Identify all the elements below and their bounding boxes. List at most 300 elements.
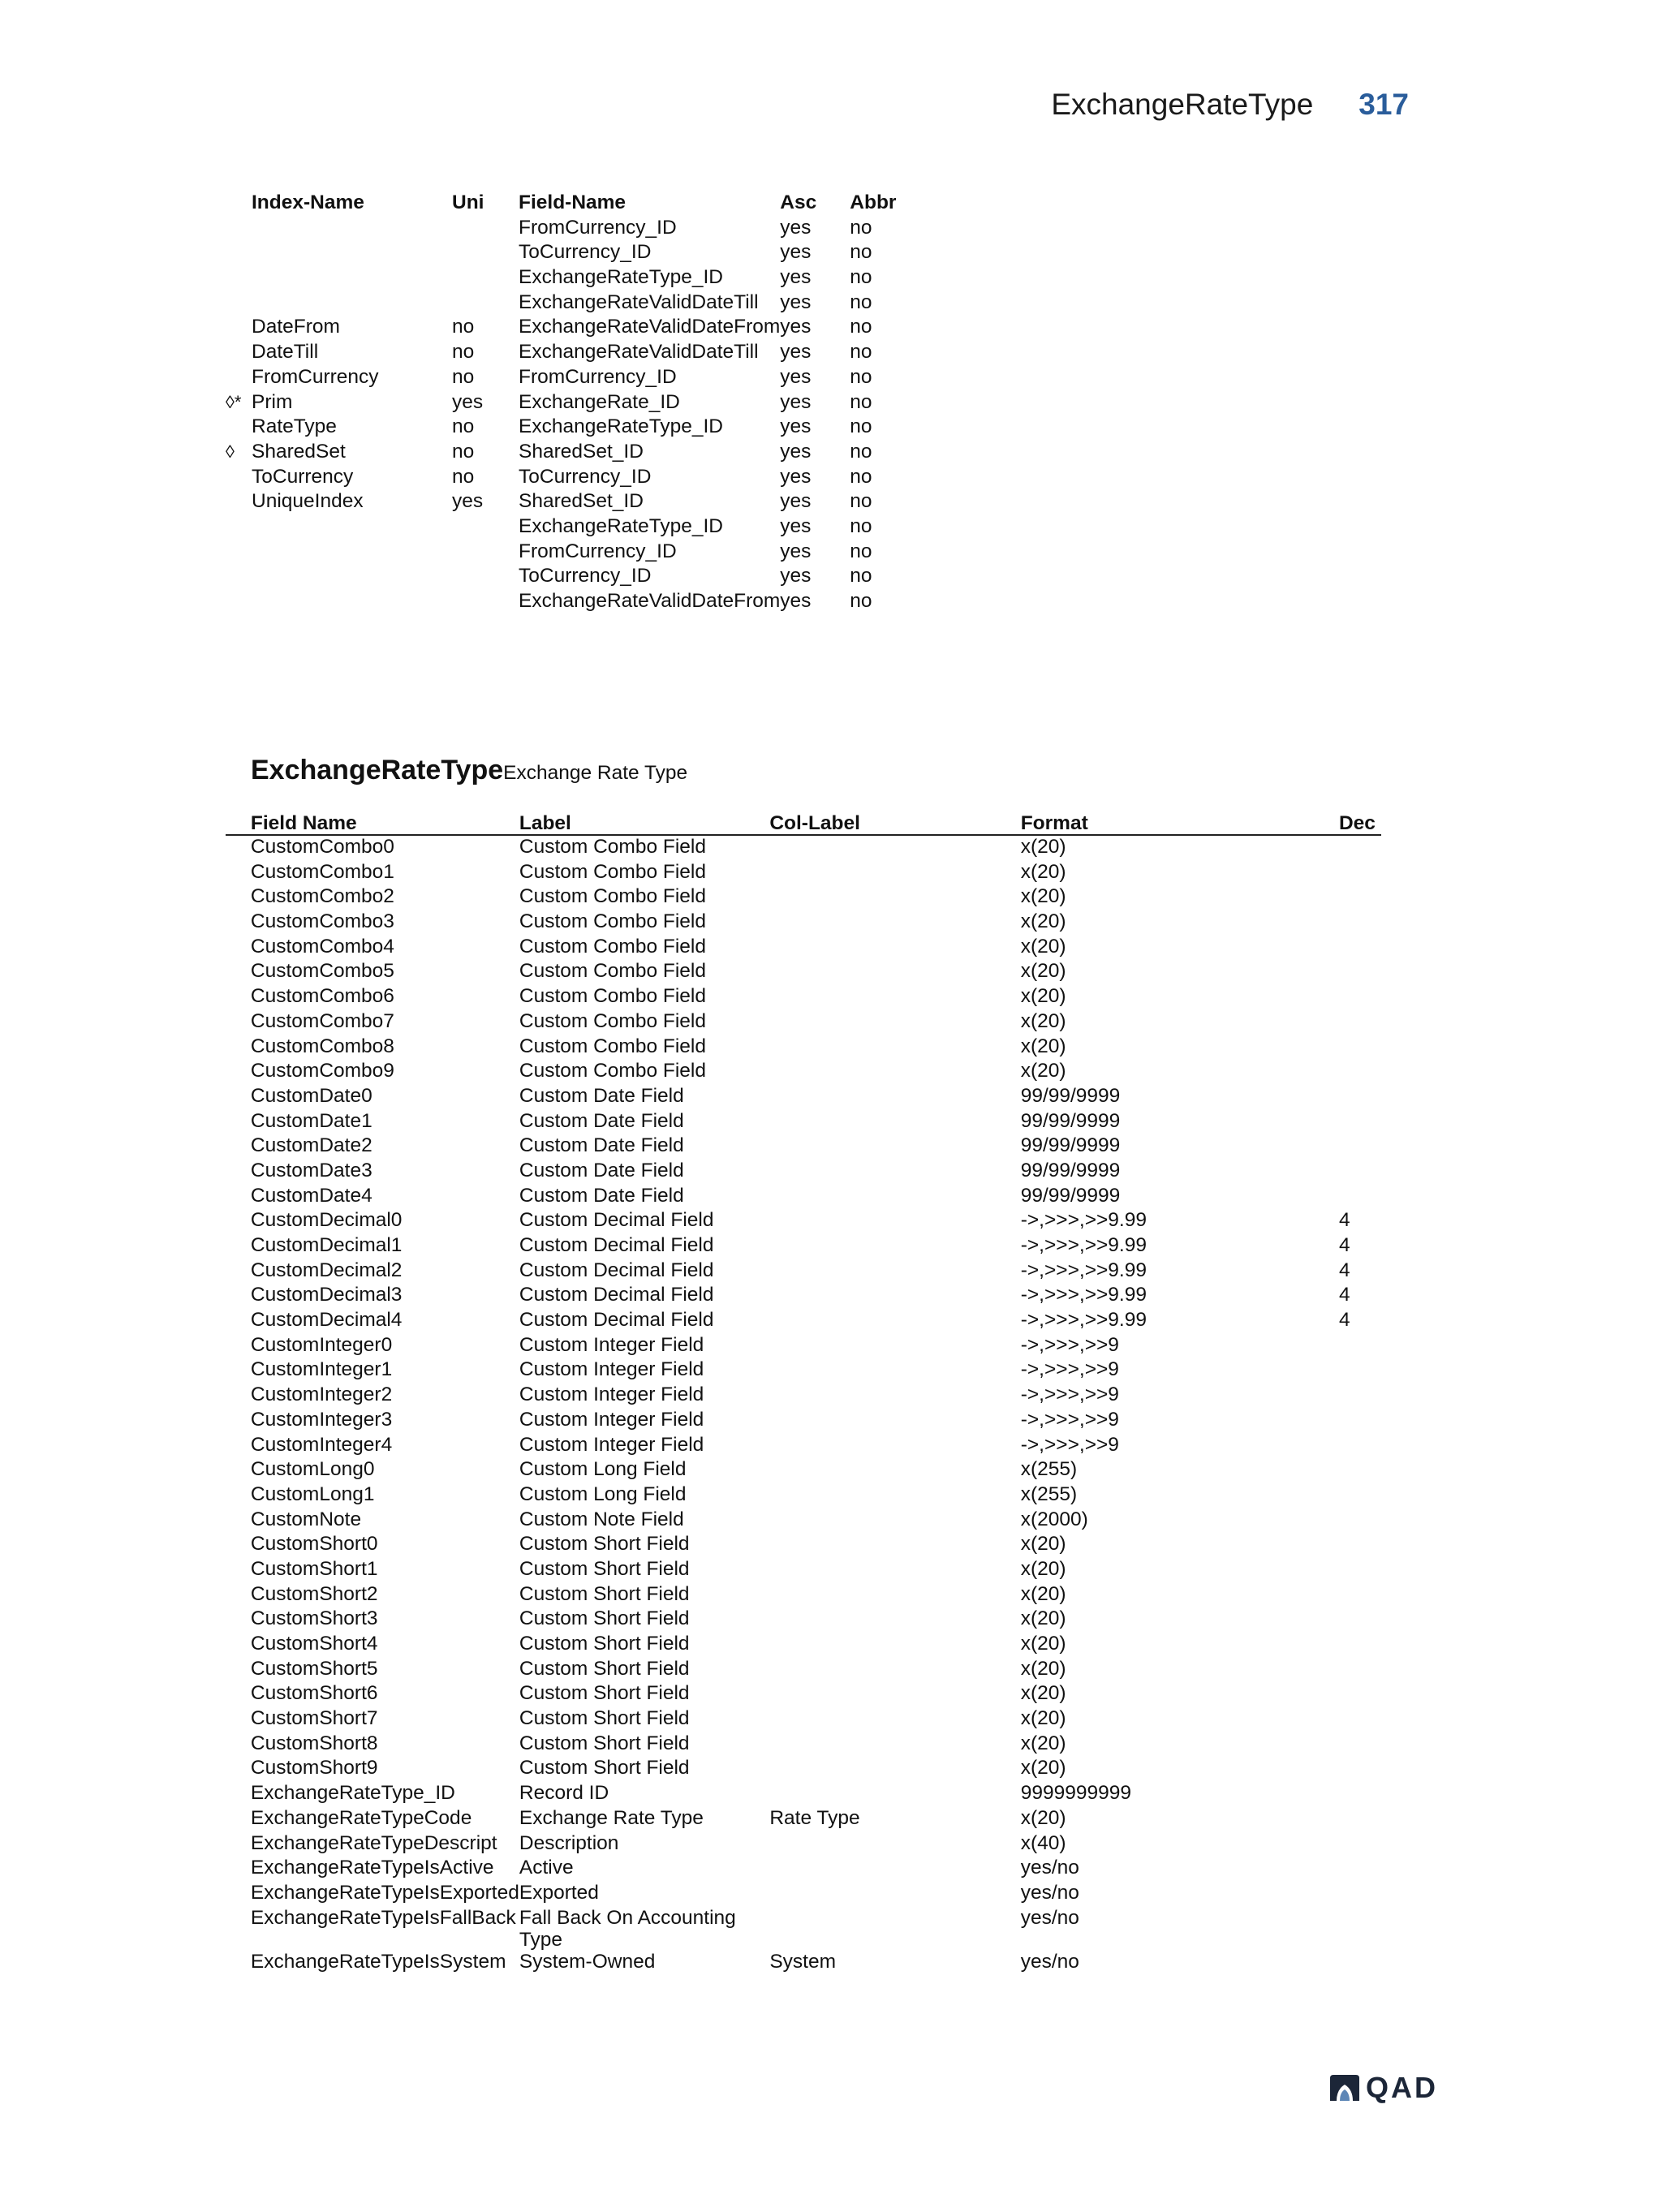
field-row: [226, 1807, 1381, 1832]
label-cell: Custom Date Field: [519, 1134, 684, 1157]
format-cell: 99/99/9999: [1020, 1084, 1121, 1107]
col-label-cell: [769, 1607, 1020, 1633]
field-name-cell: CustomInteger3: [250, 1408, 393, 1431]
row-pad: [226, 1284, 251, 1309]
col-label-cell: [769, 1334, 1020, 1359]
index-row: [226, 291, 915, 316]
label-cell: Custom Combo Field: [519, 1035, 706, 1057]
index-row: [226, 341, 915, 366]
dec-cell: [1339, 885, 1381, 910]
row-pad: [226, 1508, 251, 1534]
asc-cell: yes: [780, 316, 812, 338]
field-row: [226, 960, 1381, 985]
asc-cell: yes: [780, 590, 812, 612]
abbr-cell: no: [850, 440, 872, 463]
dec-cell: [1339, 1533, 1381, 1558]
col-label-cell: [769, 1010, 1020, 1035]
dec-cell: 4: [1338, 1259, 1350, 1281]
index-row: [226, 266, 915, 291]
field-name-cell: ToCurrency_ID: [519, 465, 652, 488]
format-cell: ->,>>>,>>9.99: [1020, 1259, 1147, 1281]
field-name-cell: ToCurrency_ID: [519, 565, 652, 587]
field-name-cell: CustomCombo2: [250, 885, 394, 908]
field-row: [226, 1384, 1381, 1409]
field-name-cell: CustomInteger1: [250, 1358, 393, 1381]
field-name-cell: CustomShort1: [250, 1557, 378, 1580]
field-name-cell: CustomInteger0: [250, 1333, 393, 1356]
dec-cell: [1339, 1907, 1381, 1951]
row-pad: [226, 1857, 251, 1882]
uni-cell: no: [452, 365, 475, 388]
index-marker: [226, 266, 252, 291]
dec-cell: [1339, 1409, 1381, 1434]
field-name-cell: CustomCombo7: [250, 1009, 394, 1032]
col-label-cell: [769, 1134, 1020, 1160]
field-row: [226, 1060, 1381, 1085]
col-label-cell: [769, 1782, 1020, 1807]
label-cell: Custom Combo Field: [519, 1009, 706, 1032]
index-marker: [226, 241, 252, 266]
format-cell: 9999999999: [1020, 1782, 1131, 1805]
col-label-cell: [769, 1434, 1020, 1459]
col-label-cell: [769, 1483, 1020, 1508]
field-name-cell: CustomLong0: [250, 1458, 375, 1481]
col-label-cell: [769, 1384, 1020, 1409]
index-marker: [226, 316, 252, 341]
field-name-cell: CustomShort0: [250, 1533, 378, 1556]
abbr-cell: no: [850, 390, 872, 413]
field-name-cell: ExchangeRateTypeIsSystem: [250, 1950, 506, 1973]
format-cell: ->,>>>,>>9.99: [1020, 1209, 1147, 1232]
index-row: [226, 490, 915, 515]
row-pad: [226, 1732, 251, 1758]
field-name-cell: CustomShort3: [250, 1607, 378, 1630]
dec-cell: [1339, 1757, 1381, 1782]
index-marker: [226, 466, 252, 491]
field-name-cell: ExchangeRateValidDateTill: [519, 341, 759, 364]
field-name-cell: CustomDecimal2: [250, 1259, 403, 1281]
col-label-cell: [769, 1458, 1020, 1483]
format-cell: x(20): [1020, 1757, 1066, 1779]
dec-cell: [1339, 1060, 1381, 1085]
index-row: [226, 217, 915, 242]
field-name-cell: CustomCombo0: [250, 836, 394, 858]
format-cell: ->,>>>,>>9: [1020, 1408, 1119, 1431]
label-cell: Custom Note Field: [519, 1508, 684, 1530]
index-row: [226, 241, 915, 266]
field-name-cell: ExchangeRateTypeIsActive: [250, 1857, 494, 1879]
row-pad: [226, 910, 251, 936]
page-header: [1051, 88, 1409, 122]
index-marker: [226, 540, 252, 566]
index-name-header: Index-Name: [252, 192, 364, 213]
format-cell: x(20): [1020, 1633, 1066, 1655]
label-cell: Custom Combo Field: [519, 836, 706, 858]
dec-cell: [1339, 1882, 1381, 1907]
dec-cell: [1339, 1558, 1381, 1583]
abbr-cell: no: [850, 216, 872, 239]
field-table: [226, 807, 1381, 1975]
uni-cell: [452, 291, 519, 316]
col-label-cell: [769, 1658, 1020, 1683]
field-row: [226, 1508, 1381, 1534]
label-cell: Custom Combo Field: [519, 1060, 706, 1082]
format-cell: x(20): [1020, 1533, 1066, 1556]
col-label-cell: [769, 1857, 1020, 1882]
col-label-cell: [769, 1508, 1020, 1534]
uni-cell: no: [452, 415, 475, 438]
col-label-cell: Rate Type: [769, 1806, 860, 1829]
col-label-cell: [769, 1707, 1020, 1732]
format-cell: yes/no: [1020, 1857, 1079, 1879]
row-pad: [226, 1209, 251, 1234]
uni-cell: [452, 540, 519, 566]
field-row: [226, 1533, 1381, 1558]
format-cell: ->,>>>,>>9.99: [1020, 1234, 1147, 1256]
index-marker: [226, 565, 252, 590]
row-pad: [226, 1832, 251, 1857]
label-cell: Custom Short Field: [519, 1582, 690, 1605]
qad-logo: [1328, 2071, 1438, 2105]
field-row: [226, 1209, 1381, 1234]
row-pad: [226, 1259, 251, 1285]
label-cell: Custom Decimal Field: [519, 1309, 714, 1332]
label-cell: Custom Combo Field: [519, 885, 706, 908]
abbr-cell: no: [850, 241, 872, 264]
row-pad: [226, 1060, 251, 1085]
dec-cell: [1339, 861, 1381, 886]
format-cell: x(255): [1020, 1483, 1078, 1505]
index-name-cell: [252, 515, 452, 540]
asc-cell: yes: [780, 490, 812, 513]
row-pad: [226, 985, 251, 1010]
mark-header: [226, 192, 252, 217]
col-label-cell: [769, 1882, 1020, 1907]
asc-cell: yes: [780, 266, 812, 289]
index-marker: ◊: [226, 441, 235, 462]
row-pad: [226, 1185, 251, 1210]
asc-cell: yes: [780, 540, 812, 562]
dec-cell: [1339, 1658, 1381, 1683]
label-cell: Custom Combo Field: [519, 960, 706, 983]
field-row: [226, 1434, 1381, 1459]
uni-cell: [452, 217, 519, 242]
dec-col-header: Dec: [1339, 807, 1381, 835]
index-row: [226, 316, 915, 341]
uni-cell: yes: [452, 490, 484, 513]
index-row: [226, 540, 915, 566]
asc-cell: yes: [780, 440, 812, 463]
index-row: [226, 415, 915, 441]
dec-cell: 4: [1338, 1309, 1350, 1332]
dec-cell: [1339, 1607, 1381, 1633]
format-cell: x(20): [1020, 1582, 1066, 1605]
table-description: Exchange Rate Type: [503, 762, 688, 784]
field-name-cell: CustomCombo9: [250, 1060, 394, 1082]
label-cell: Custom Decimal Field: [519, 1259, 714, 1281]
field-name-cell: ExchangeRateType_ID: [519, 514, 723, 537]
field-name-cell: CustomDate1: [250, 1109, 372, 1132]
col-label-cell: [769, 1060, 1020, 1085]
field-name-cell: ExchangeRateTypeIsFallBack: [250, 1906, 516, 1929]
field-name-cell: CustomShort4: [250, 1633, 378, 1655]
format-cell: x(20): [1020, 1707, 1066, 1730]
row-pad: [226, 861, 251, 886]
col-label-cell: [769, 1633, 1020, 1658]
label-cell: Active: [519, 1857, 574, 1879]
field-name-cell: FromCurrency_ID: [519, 216, 677, 239]
index-row: [226, 515, 915, 540]
field-name-cell: CustomDate0: [250, 1084, 372, 1107]
row-pad: [226, 1807, 251, 1832]
label-cell: Custom Short Field: [519, 1633, 690, 1655]
field-name-cell: CustomInteger4: [250, 1433, 393, 1456]
dec-cell: [1339, 985, 1381, 1010]
asc-cell: yes: [780, 241, 812, 264]
field-row: [226, 835, 1381, 861]
uni-cell: [452, 565, 519, 590]
label-cell: Custom Short Field: [519, 1607, 690, 1630]
index-name-cell: ToCurrency: [252, 465, 354, 488]
label-cell: Custom Date Field: [519, 1084, 684, 1107]
uni-header: Uni: [452, 192, 484, 213]
format-cell: x(2000): [1020, 1508, 1088, 1530]
field-row: [226, 1658, 1381, 1683]
index-marker: [226, 415, 252, 441]
col-label-cell: [769, 1160, 1020, 1185]
label-cell: Description: [519, 1831, 619, 1854]
dec-cell: [1339, 1732, 1381, 1758]
abbr-cell: no: [850, 590, 872, 612]
field-row: [226, 1483, 1381, 1508]
label-cell: Exchange Rate Type: [519, 1806, 704, 1829]
field-name-cell: SharedSet_ID: [519, 440, 644, 463]
index-name-cell: DateFrom: [252, 316, 340, 338]
field-row: [226, 1110, 1381, 1135]
dec-cell: [1339, 910, 1381, 936]
col-label-cell: [769, 985, 1020, 1010]
field-name-header: Field-Name: [519, 192, 626, 213]
row-pad: [226, 1160, 251, 1185]
uni-cell: [452, 266, 519, 291]
field-name-cell: ExchangeRateValidDateFrom: [519, 316, 781, 338]
index-name-cell: [252, 565, 452, 590]
abbr-cell: no: [850, 415, 872, 438]
dec-cell: [1339, 1110, 1381, 1135]
col-label-cell: [769, 1209, 1020, 1234]
format-cell: x(20): [1020, 960, 1066, 983]
uni-cell: [452, 241, 519, 266]
field-name-col-header: Field Name: [251, 807, 519, 835]
format-cell: x(20): [1020, 885, 1066, 908]
field-name-cell: CustomDate4: [250, 1184, 372, 1207]
format-cell: yes/no: [1020, 1881, 1079, 1904]
label-cell: Custom Short Field: [519, 1732, 690, 1754]
format-cell: x(20): [1020, 985, 1066, 1008]
format-cell: x(20): [1020, 836, 1066, 858]
field-row: [226, 910, 1381, 936]
label-cell: System-Owned: [519, 1950, 656, 1973]
field-row: [226, 1882, 1381, 1907]
asc-cell: yes: [780, 341, 812, 364]
format-cell: yes/no: [1020, 1906, 1079, 1929]
format-cell: x(20): [1020, 1657, 1066, 1680]
label-cell: Custom Short Field: [519, 1682, 690, 1705]
dec-cell: [1339, 1035, 1381, 1061]
field-row: [226, 861, 1381, 886]
format-cell: ->,>>>,>>9: [1020, 1433, 1119, 1456]
col-label-cell: [769, 1583, 1020, 1608]
asc-cell: yes: [780, 290, 812, 313]
row-pad: [226, 1134, 251, 1160]
index-row: [226, 366, 915, 391]
col-label-col-header: Col-Label: [769, 807, 1020, 835]
index-name-cell: RateType: [252, 415, 337, 438]
dec-cell: 4: [1338, 1234, 1350, 1256]
asc-cell: yes: [780, 390, 812, 413]
col-label-cell: [769, 1558, 1020, 1583]
format-cell: 99/99/9999: [1020, 1134, 1121, 1157]
field-name-cell: ExchangeRateValidDateTill: [519, 290, 759, 313]
field-row: [226, 1334, 1381, 1359]
label-cell: Custom Combo Field: [519, 860, 706, 883]
field-name-cell: CustomDecimal3: [250, 1284, 403, 1306]
label-cell: Custom Decimal Field: [519, 1234, 714, 1256]
format-cell: ->,>>>,>>9.99: [1020, 1284, 1147, 1306]
field-name-cell: CustomShort5: [250, 1657, 378, 1680]
index-name-cell: [252, 291, 452, 316]
index-name-cell: [252, 590, 452, 615]
dec-cell: [1339, 1434, 1381, 1459]
index-marker: [226, 291, 252, 316]
asc-cell: yes: [780, 365, 812, 388]
row-pad: [226, 1483, 251, 1508]
label-cell: Custom Integer Field: [519, 1358, 704, 1381]
row-pad: [226, 1010, 251, 1035]
field-name-cell: CustomLong1: [250, 1483, 375, 1505]
format-cell: x(20): [1020, 1009, 1066, 1032]
row-pad: [226, 1633, 251, 1658]
field-name-cell: CustomNote: [250, 1508, 362, 1530]
field-name-cell: CustomDecimal1: [250, 1234, 403, 1256]
index-row: [226, 590, 915, 615]
col-label-cell: [769, 960, 1020, 985]
format-cell: x(20): [1020, 860, 1066, 883]
field-row: [226, 1085, 1381, 1110]
asc-cell: yes: [780, 565, 812, 587]
row-pad: [226, 1607, 251, 1633]
uni-cell: no: [452, 465, 475, 488]
index-marker: [226, 490, 252, 515]
field-row: [226, 1583, 1381, 1608]
format-cell: ->,>>>,>>9.99: [1020, 1309, 1147, 1332]
field-row: [226, 885, 1381, 910]
col-label-cell: [769, 1682, 1020, 1707]
row-pad: [226, 1358, 251, 1384]
col-label-cell: [769, 1085, 1020, 1110]
index-name-cell: [252, 217, 452, 242]
abbr-header: Abbr: [850, 192, 897, 213]
format-cell: x(20): [1020, 935, 1066, 958]
label-cell: Custom Short Field: [519, 1557, 690, 1580]
dec-cell: [1339, 1483, 1381, 1508]
index-name-cell: [252, 266, 452, 291]
row-pad: [226, 1907, 251, 1951]
row-pad: [226, 1309, 251, 1334]
format-cell: 99/99/9999: [1020, 1159, 1121, 1181]
index-row: [226, 466, 915, 491]
label-cell: Exported: [519, 1881, 599, 1904]
dec-cell: [1339, 1334, 1381, 1359]
field-name-cell: CustomShort9: [250, 1757, 378, 1779]
format-cell: x(20): [1020, 1060, 1066, 1082]
index-marker: [226, 590, 252, 615]
logo-wordmark: QAD: [1366, 2071, 1438, 2104]
field-name-cell: CustomShort8: [250, 1732, 378, 1754]
format-cell: ->,>>>,>>9: [1020, 1333, 1119, 1356]
field-name-cell: CustomCombo4: [250, 935, 394, 958]
label-cell: Custom Integer Field: [519, 1433, 704, 1456]
label-cell: Custom Integer Field: [519, 1408, 704, 1431]
abbr-cell: no: [850, 514, 872, 537]
field-name-cell: CustomShort7: [250, 1707, 378, 1730]
abbr-cell: no: [850, 266, 872, 289]
abbr-cell: no: [850, 540, 872, 562]
index-marker: [226, 515, 252, 540]
field-row: [226, 1782, 1381, 1807]
field-name-cell: CustomInteger2: [250, 1384, 393, 1406]
format-cell: x(20): [1020, 910, 1066, 933]
index-table-body: [226, 217, 915, 615]
field-row: [226, 1732, 1381, 1758]
field-table-body: [226, 835, 1381, 1975]
field-name-cell: CustomCombo3: [250, 910, 394, 933]
field-row: [226, 1707, 1381, 1732]
index-table: [226, 192, 915, 615]
field-row: [226, 1284, 1381, 1309]
col-label-cell: [769, 1409, 1020, 1434]
col-label-cell: [769, 1110, 1020, 1135]
col-label-cell: [769, 1234, 1020, 1259]
abbr-cell: no: [850, 341, 872, 364]
index-name-cell: SharedSet: [252, 440, 346, 463]
index-name-cell: DateTill: [252, 341, 319, 364]
field-row: [226, 1134, 1381, 1160]
row-pad: [226, 1658, 251, 1683]
format-cell: ->,>>>,>>9: [1020, 1358, 1119, 1381]
field-name-cell: CustomCombo6: [250, 985, 394, 1008]
label-cell: Custom Short Field: [519, 1757, 690, 1779]
row-pad: [226, 835, 251, 861]
field-name-cell: ToCurrency_ID: [519, 241, 652, 264]
field-row: [226, 1185, 1381, 1210]
label-cell: Custom Decimal Field: [519, 1209, 714, 1232]
format-cell: x(20): [1020, 1607, 1066, 1630]
abbr-cell: no: [850, 316, 872, 338]
uni-cell: [452, 590, 519, 615]
field-row: [226, 1951, 1381, 1976]
col-label-cell: [769, 1185, 1020, 1210]
uni-cell: [452, 515, 519, 540]
row-pad: [226, 1384, 251, 1409]
field-row: [226, 1757, 1381, 1782]
field-name-cell: CustomCombo5: [250, 960, 394, 983]
row-pad: [226, 1110, 251, 1135]
label-cell: Custom Long Field: [519, 1483, 687, 1505]
section-heading: [251, 755, 687, 786]
dec-cell: [1339, 1160, 1381, 1185]
format-cell: x(40): [1020, 1831, 1066, 1854]
